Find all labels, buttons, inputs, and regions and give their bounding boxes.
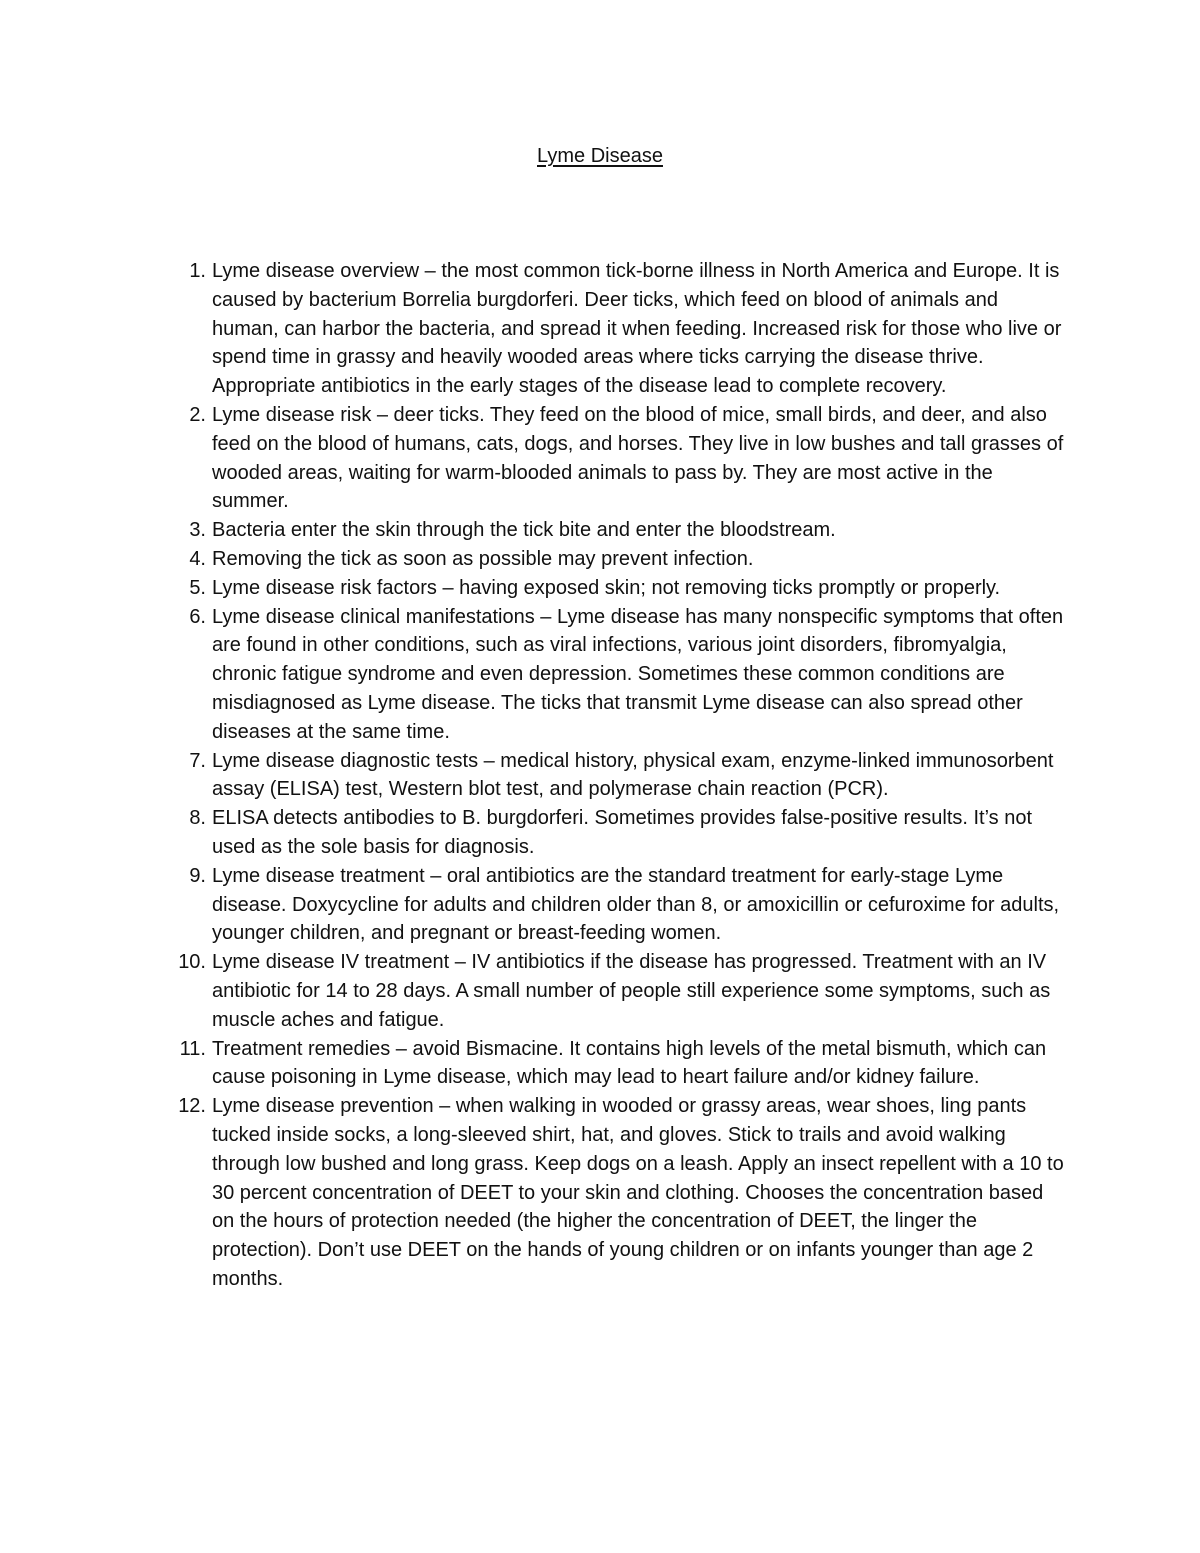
list-item-text: Lyme disease risk factors – having exposed skin; not removing ticks promptly or properly. [212,576,1001,599]
list-item-number: 11. [179,1037,206,1060]
list-item-number: 2. [189,403,206,426]
list-item-number: 4. [189,547,206,570]
list-item-text: Lyme disease overview – the most common tick-borne illness in North America and Europe. It is caused by bacterium Borrelia burgdorferi. Deer ticks, which feed on blood of animals and human, can harbor the bacteria, and spread it when feeding. Increased risk for those who live or spend time in grassy and heavily wooded areas where ticks carrying the disease thrive. Appropriate antibiotics in the early stages of the disease lead to complete recovery. [212,260,1062,398]
list-item-number: 3. [189,519,206,542]
list-item [179,1035,1070,1093]
list-item-text: Lyme disease clinical manifestations – Lyme disease has many nonspecific symptoms that often are found in other conditions, such as viral infections, various joint disorders, fibromyalgia, chronic fatigue syndrome and even depression. Sometimes these common conditions are misdiagnosed as Lyme disease. The ticks that transmit Lyme disease can also spread other diseases at the same time. [212,605,1064,743]
list-item [189,603,1070,747]
list-item [189,257,1070,401]
list-item-text: Lyme disease treatment – oral antibiotics are the standard treatment for early-stage Lyme disease. Doxycycline for adults and children older than 8, or amoxicillin or cefuroxime for adults, younger children, and pregnant or breast-feeding women. [212,864,1060,945]
list-item-number: 7. [189,749,206,772]
list-item-text: ELISA detects antibodies to B. burgdorferi. Sometimes provides false-positive results. It’s not used as the sole basis for diagnosis. [212,807,1033,858]
list-item [189,401,1070,516]
list-item-number: 6. [189,605,206,628]
list-item-number: 9. [189,864,206,887]
list-item [178,1092,1070,1294]
list-item [189,747,1070,805]
list-item-text: Lyme disease IV treatment – IV antibiotics if the disease has progressed. Treatment with an IV antibiotic for 14 to 28 days. A small number of people still experience some symptoms, such as muscle aches and fatigue. [212,951,1051,1031]
list-item [189,516,1070,545]
numbered-list [178,257,1070,1294]
list-item [189,804,1070,862]
list-item [189,545,1070,574]
list-item [189,574,1070,603]
list-item [189,862,1070,948]
list-item [178,948,1070,1034]
list-item-text: Bacteria enter the skin through the tick bite and enter the bloodstream. [212,519,836,542]
list-item-number: 5. [189,576,206,599]
list-item-number: 12. [178,1095,206,1118]
document-title: Lyme Disease [537,145,663,167]
list-item-number: 10. [178,951,206,974]
list-item-number: 8. [189,807,206,830]
list-item-text: Lyme disease risk – deer ticks. They feed on the blood of mice, small birds, and deer, and also feed on the blood of humans, cats, dogs, and horses. They live in low bushes and tall grasses of wooded areas, waiting for warm-blooded animals to pass by. They are most active in the summer. [212,403,1064,513]
list-item-number: 1. [189,260,206,282]
list-item-text: Lyme disease diagnostic tests – medical history, physical exam, enzyme-linked immunosorbent assay (ELISA) test, Western blot test, and polymerase chain reaction (PCR). [212,749,1054,801]
list-item-text: Treatment remedies – avoid Bismacine. It contains high levels of the metal bismuth, which can cause poisoning in Lyme disease, which may lead to heart failure and/or kidney failure. [212,1037,1047,1089]
list-item-text: Lyme disease prevention – when walking in wooded or grassy areas, wear shoes, ling pants tucked inside socks, a long-sleeved shirt, hat, and gloves. Stick to trails and avoid walking through low bushed and long grass. Keep dogs on a leash. Apply an insect repellent with a 10 to 30 percent concentration of DEET to your skin and clothing. Chooses the concentration based on the hours of protection needed (the higher the concentration of DEET, the linger the protection). Don’t use DEET on the hands of young children or on infants younger than age 2 months. [212,1095,1064,1290]
list-item-text: Removing the tick as soon as possible may prevent infection. [212,547,754,570]
